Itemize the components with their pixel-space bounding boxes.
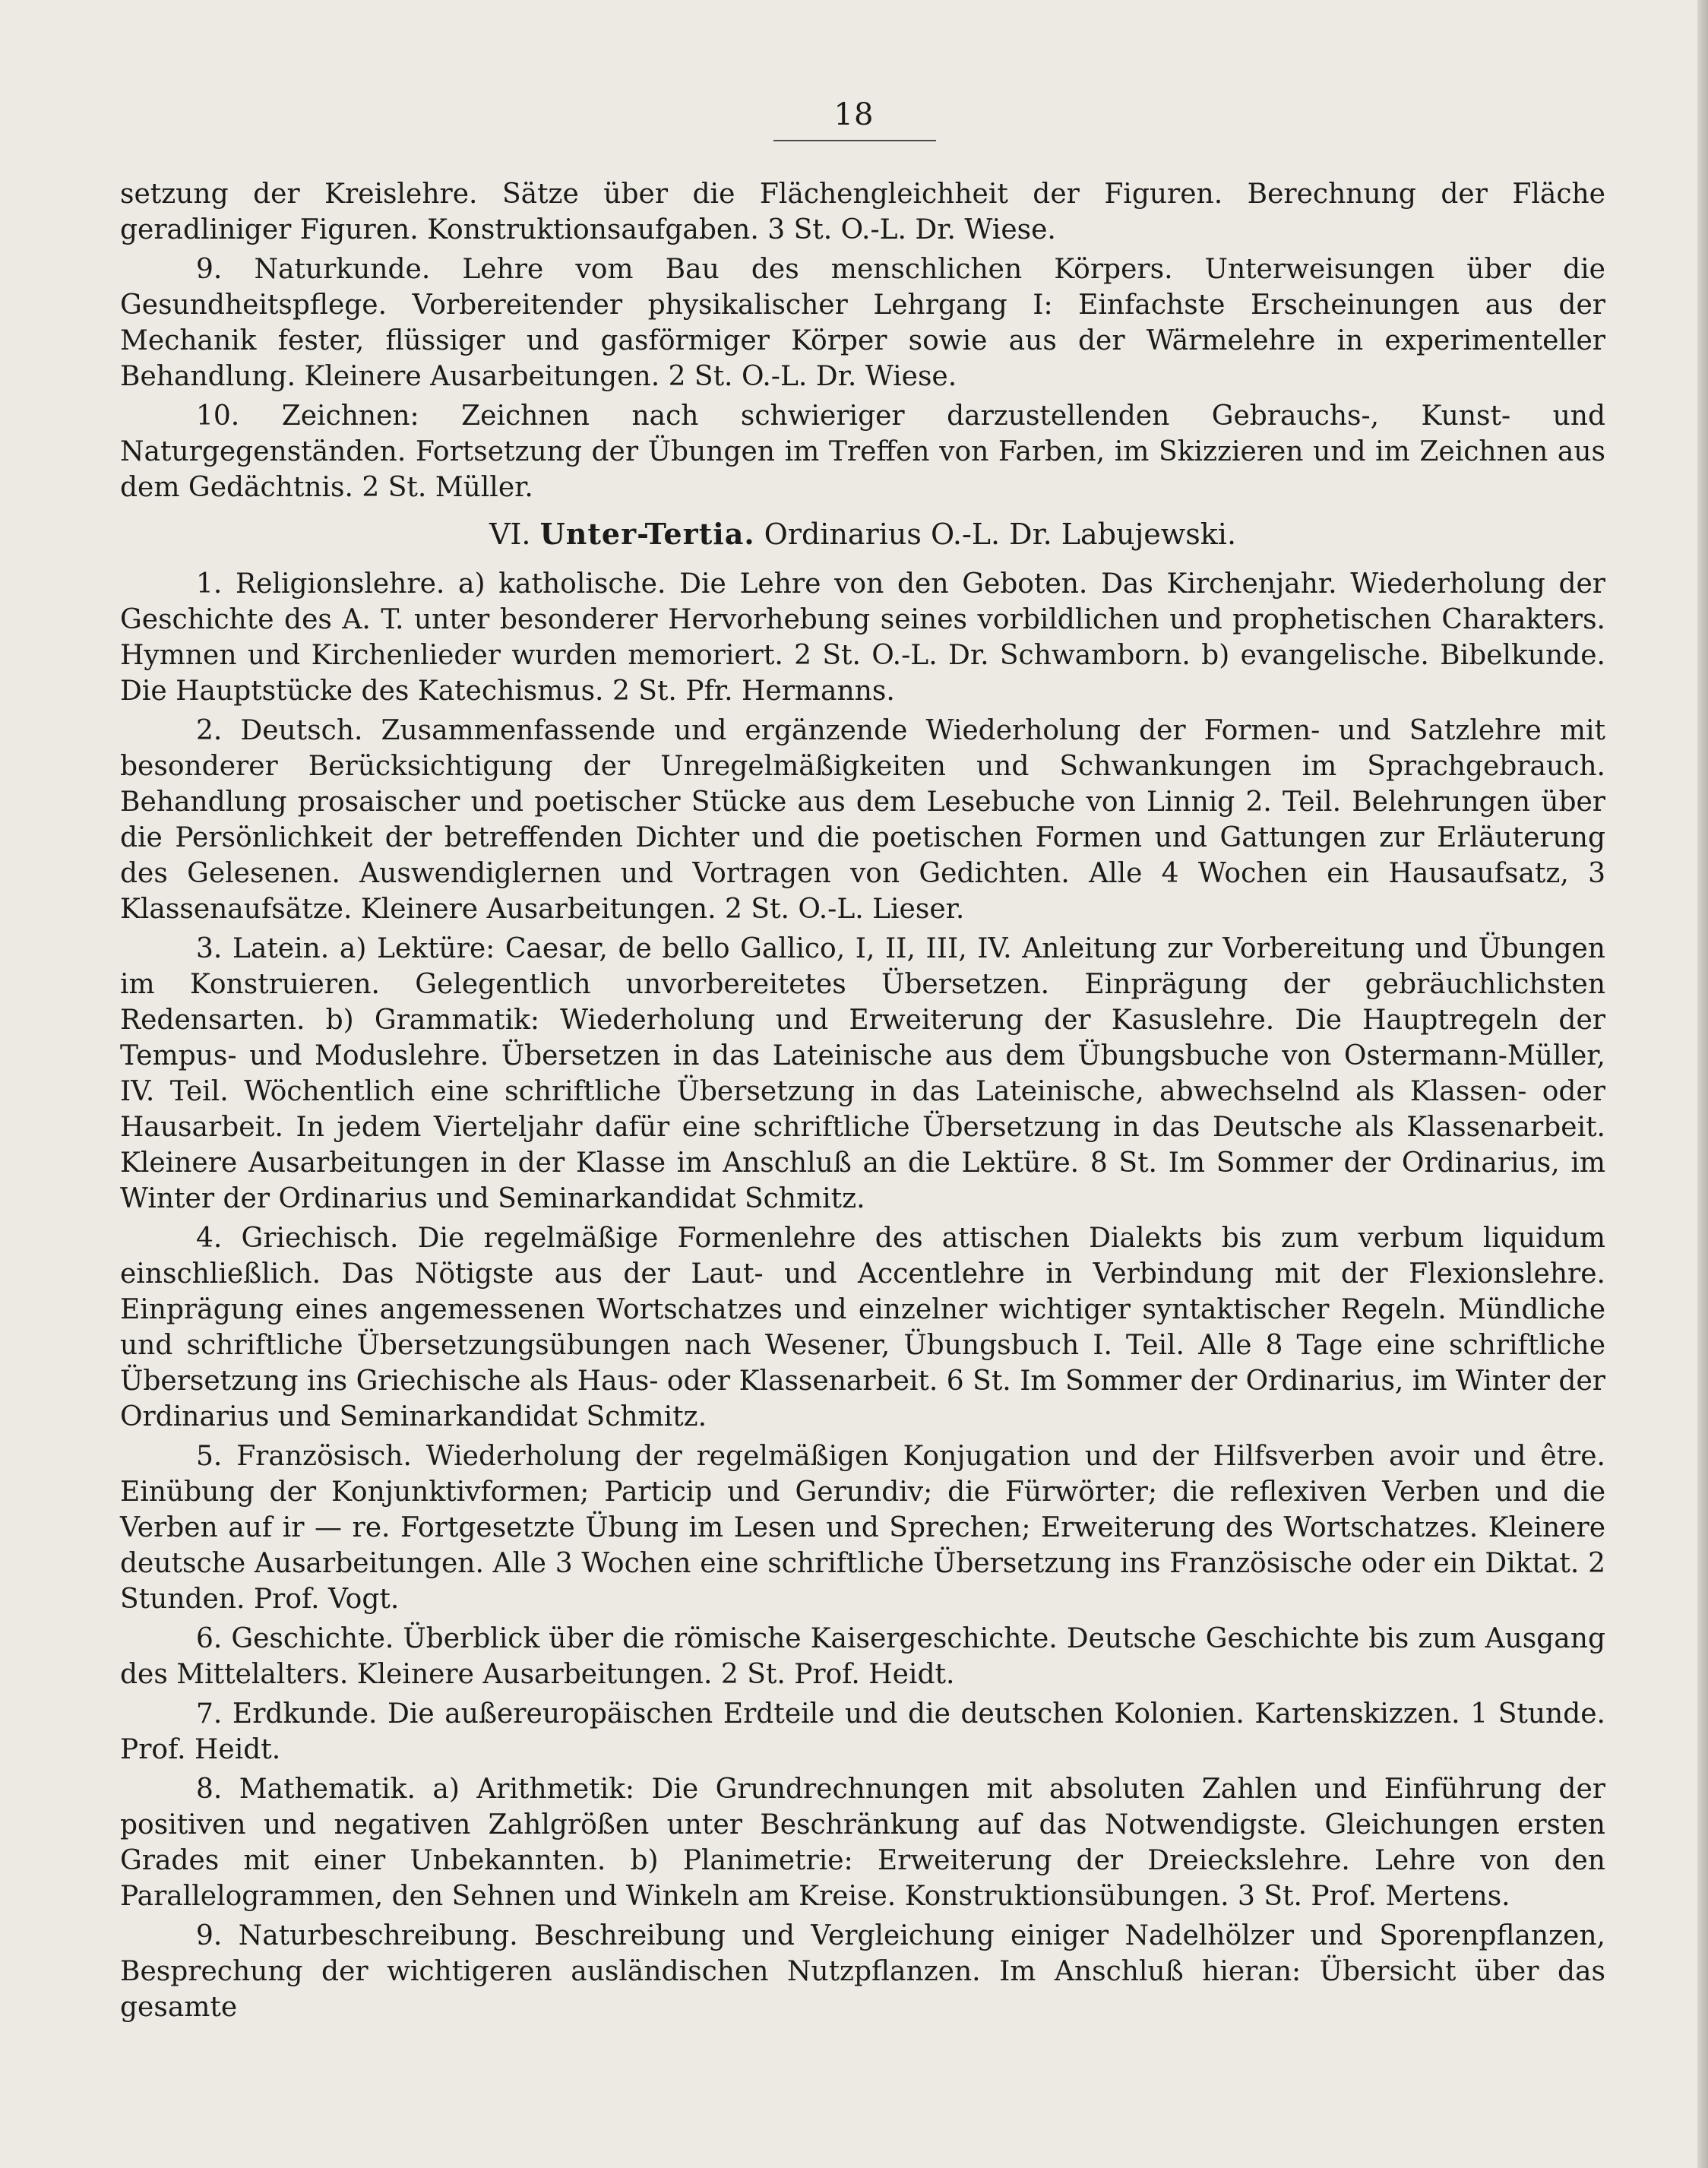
subject-franzoesisch: 5. Französisch. Wiederholung der regelmäßigen Konjugation und der Hilfsverben avoir und être. Einübung der Konjunktivformen; Particip und Gerundiv; die Fürwörter; die reflexiven Verben und die Verben auf ir — re. Fortgesetzte Übung im Lesen und Sprechen; Erweiterung des Wortschatzes. Kleinere deutsche Ausarbeitungen. Alle 3 Wochen eine schriftliche Übersetzung ins Französische oder ein Diktat. 2 Stunden. Prof. Vogt. bbox=[120, 1441, 1605, 1615]
page-number: 18 bbox=[833, 97, 875, 132]
section-heading bbox=[120, 516, 1605, 552]
subject-mathematik: 8. Mathematik. a) Arithmetik: Die Grundrechnungen mit absoluten Zahlen und Einführung der positiven und negativen Zahlgrößen unter Beschränkung auf das Notwendigste. Gleichungen ersten Grades mit einer Unbekannten. b) Planimetrie: Erweiterung der Dreieckslehre. Lehre von den Parallelogrammen, den Sehnen und Winkeln am Kreise. Konstruktionsübungen. 3 St. Prof. Mertens. bbox=[120, 1774, 1605, 1912]
subject-erdkunde: 7. Erdkunde. Die außereuropäischen Erdteile und die deutschen Kolonien. Kartenskizzen. 1 Stunde. Prof. Heidt. bbox=[120, 1698, 1605, 1765]
paragraph-continuation: setzung der Kreislehre. Sätze über die Flächengleichheit der Figuren. Berechnung der Fläche geradliniger Figuren. Konstruktionsaufgaben. 3 St. O.-L. Dr. Wiese. bbox=[120, 179, 1605, 245]
paragraph-naturkunde: 9. Naturkunde. Lehre vom Bau des menschlichen Körpers. Unterweisungen über die Gesundheitspflege. Vorbereitender physikalischer Lehrgang I: Einfachste Erscheinungen aus der Mechanik fester, flüssiger und gasförmiger Körper sowie aus der Wärmelehre in experimenteller Behandlung. Kleinere Ausarbeitungen. 2 St. O.-L. Dr. Wiese. bbox=[120, 254, 1605, 392]
subject-naturbeschreibung: 9. Naturbeschreibung. Beschreibung und Vergleichung einiger Nadelhölzer und Sporenpflanzen, Besprechung der wichtigeren ausländischen Nutzpflanzen. Im Anschluß hieran: Übersicht über das gesamte bbox=[120, 1920, 1605, 2023]
subject-religionslehre: 1. Religionslehre. a) katholische. Die Lehre von den Geboten. Das Kirchenjahr. Wiederholung der Geschichte des A. T. unter besonderer Hervorhebung seines vorbildlichen und prophetischen Charakters. Hymnen und Kirchenlieder wurden memoriert. 2 St. O.-L. Dr. Schwamborn. b) evangelische. Bibelkunde. Die Hauptstücke des Katechismus. 2 St. Pfr. Hermanns. bbox=[120, 568, 1605, 707]
paragraph-zeichnen: 10. Zeichnen: Zeichnen nach schwieriger darzustellenden Gebrauchs-, Kunst- und Naturgegenständen. Fortsetzung der Übungen im Treffen von Farben, im Skizzieren und im Zeichnen aus dem Gedächtnis. 2 St. Müller. bbox=[120, 400, 1605, 503]
subject-geschichte: 6. Geschichte. Überblick über die römische Kaisergeschichte. Deutsche Geschichte bis zum Ausgang des Mittelalters. Kleinere Ausarbeitungen. 2 St. Prof. Heidt. bbox=[120, 1623, 1605, 1690]
subject-deutsch: 2. Deutsch. Zusammenfassende und ergänzende Wiederholung der Formen- und Satzlehre mit besonderer Berücksichtigung der Unregelmäßigkeiten und Schwankungen im Sprachgebrauch. Behandlung prosaischer und poetischer Stücke aus dem Lesebuche von Linnig 2. Teil. Belehrungen über die Persönlichkeit der betreffenden Dichter und die poetischen Formen und Gattungen zur Erläuterung des Gelesenen. Auswendiglernen und Vortragen von Gedichten. Alle 4 Wochen ein Hausaufsatz, 3 Klassenaufsätze. Kleinere Ausarbeitungen. 2 St. O.-L. Lieser. bbox=[120, 715, 1605, 925]
page-edge-shadow bbox=[1697, 0, 1708, 2168]
section-number: VI. bbox=[489, 517, 531, 551]
body-text bbox=[120, 176, 1605, 2029]
section-ordinarius: Ordinarius O.-L. Dr. Labujewski. bbox=[764, 517, 1237, 551]
header-rule bbox=[773, 140, 936, 141]
subject-griechisch: 4. Griechisch. Die regelmäßige Formenlehre des attischen Dialekts bis zum verbum liquidum einschließlich. Das Nötigste aus der Laut- und Accentlehre in Verbindung mit der Flexionslehre. Einprägung eines angemessenen Wortschatzes und einzelner wichtiger syntaktischer Regeln. Mündliche und schriftliche Übersetzungsübungen nach Wesener, Übungsbuch I. Teil. Alle 8 Tage eine schriftliche Übersetzung ins Griechische als Haus- oder Klassenarbeit. 6 St. Im Sommer der Ordinarius, im Winter der Ordinarius und Seminarkandidat Schmitz. bbox=[120, 1223, 1605, 1432]
section-class-name: Unter-Tertia. bbox=[539, 517, 755, 551]
subject-latein: 3. Latein. a) Lektüre: Caesar, de bello Gallico, I, II, III, IV. Anleitung zur Vorbereitung und Übungen im Konstruieren. Gelegentlich unvorbereitetes Übersetzen. Einprägung der gebräuchlichsten Redensarten. b) Grammatik: Wiederholung und Erweiterung der Kasuslehre. Die Hauptregeln der Tempus- und Moduslehre. Übersetzen in das Lateinische aus dem Übungsbuche von Ostermann-Müller, IV. Teil. Wöchentlich eine schriftliche Übersetzung in das Lateinische, abwechselnd als Klassen- oder Hausarbeit. In jedem Vierteljahr dafür eine schriftliche Übersetzung in das Deutsche als Klassenarbeit. Kleinere Ausarbeitungen in der Klasse im Anschluß an die Lektüre. 8 St. Im Sommer der Ordinarius, im Winter der Ordinarius und Seminarkandidat Schmitz. bbox=[120, 933, 1605, 1214]
